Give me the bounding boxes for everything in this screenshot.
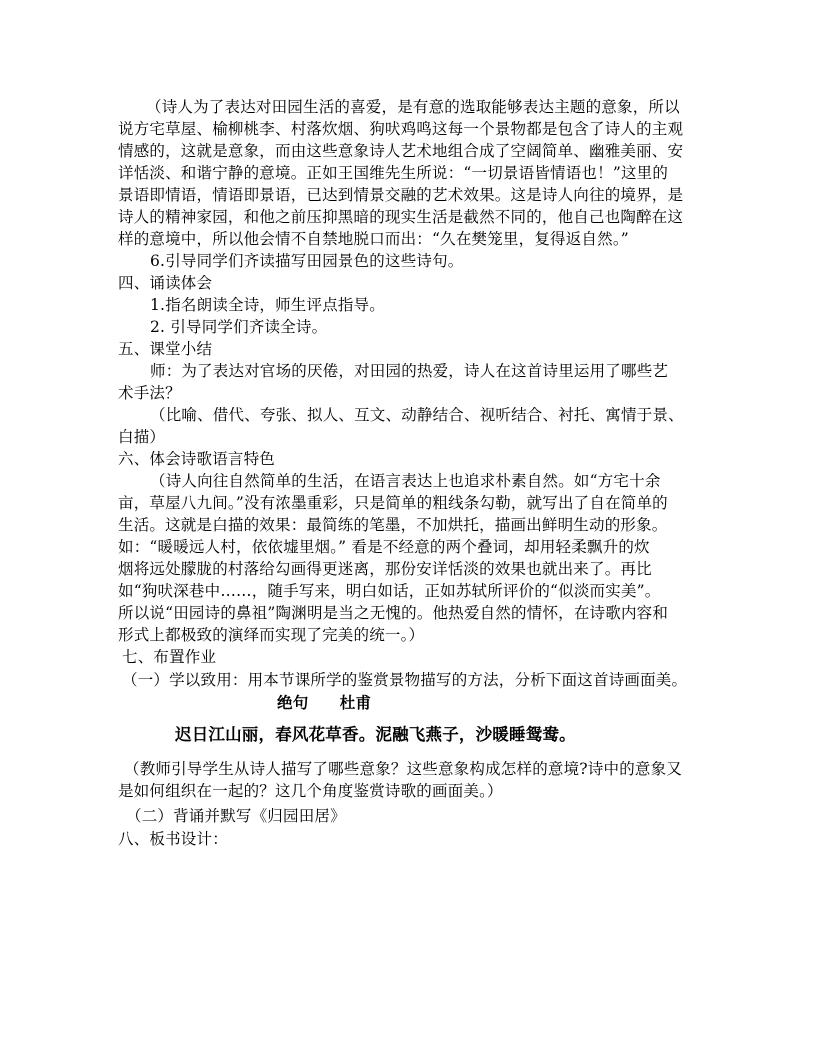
paragraph-line: 师：为了表达对官场的厌倦，对田园的热爱，诗人在这首诗里运用了哪些艺 — [150, 362, 669, 380]
paragraph-line: 详恬淡、和谐宁静的意境。正如王国维先生所说：“一切景语皆情语也！”这里的 — [118, 164, 669, 182]
assignment-line: （一）学以致用：用本节课所学的鉴赏景物描写的方法，分析下面这首诗画面美。 — [122, 671, 688, 689]
paragraph-line: 白描） — [118, 428, 166, 446]
paragraph-line: 情感的，这就是意象，而由这些意象诗人艺术地组合成了空阔简单、幽雅美丽、安 — [118, 142, 684, 160]
paragraph-line: 生活。这就是白描的效果：最简练的笔墨，不加烘托，描画出鲜明生动的形象。 — [118, 516, 668, 534]
poem-title: 绝句 杜甫 — [277, 693, 372, 712]
paragraph-line: 烟将远处朦胧的村落给勾画得更迷离，那份安详恬淡的效果也就出来了。再比 — [118, 560, 652, 578]
paragraph-line: （诗人为了表达对田园生活的喜爱，是有意的选取能够表达主题的意象，所以 — [146, 98, 680, 116]
paragraph-line: （比喻、借代、夸张、拟人、互文、动静结合、视听结合、衬托、寓情于景、 — [150, 406, 684, 424]
paragraph-line: （诗人向往自然简单的生活，在语言表达上也追求朴素自然。如“方宅十余 — [150, 472, 661, 490]
paragraph-line: 景语即情语，情语即景语，已达到情景交融的艺术效果。这是诗人向往的境界，是 — [118, 186, 684, 204]
section-heading: 八、板书设计： — [118, 830, 228, 848]
paragraph-line: 所以说“田园诗的鼻祖”陶渊明是当之无愧的。他热爱自然的情怀，在诗歌内容和 — [118, 604, 669, 622]
poem-text: 迟日江山丽，春风花草香。泥融飞燕子，沙暖睡鸳鸯。 — [175, 725, 576, 744]
section-heading: 四、诵读体会 — [118, 274, 213, 292]
assignment-line: （二）背诵并默写《归园田居》 — [126, 807, 346, 825]
step-line: 6.引导同学们齐读描写田园景色的这些诗句。 — [150, 252, 464, 270]
section-heading: 五、课堂小结 — [118, 340, 213, 358]
paragraph-line: 形式上都极致的演绎而实现了完美的统一。） — [118, 626, 425, 644]
paragraph-line: 说方宅草屋、榆柳桃李、村落炊烟、狗吠鸡鸣这每一个景物都是包含了诗人的主观 — [118, 120, 684, 138]
section-heading: 七、布置作业 — [122, 648, 217, 666]
paragraph-line: 样的意境中，所以他会情不自禁地脱口而出：“久在樊笼里，复得返自然。” — [118, 230, 629, 248]
paragraph-line: 亩，草屋八九间。”没有浓墨重彩，只是简单的粗线条勾勒，就写出了自在简单的 — [118, 494, 668, 512]
paragraph-line: 是如何组织在一起的？这几个角度鉴赏诗歌的画面美。） — [118, 782, 503, 800]
paragraph-line: 如：“暖暖远人村，依依墟里烟。” 看是不经意的两个叠词，却用轻柔飘升的炊 — [118, 538, 650, 556]
paragraph-line: 术手法？ — [118, 384, 181, 402]
step-line: 2. 引导同学们齐读全诗。 — [150, 318, 328, 336]
section-heading: 六、体会诗歌语言特色 — [118, 450, 276, 468]
step-line: 1.指名朗读全诗，师生评点指导。 — [150, 296, 385, 314]
paragraph-line: 诗人的精神家园，和他之前压抑黑暗的现实生活是截然不同的，他自己也陶醉在这 — [118, 208, 684, 226]
paragraph-line: （教师引导学生从诗人描写了哪些意象？这些意象构成怎样的意境?诗中的意象又 — [124, 760, 683, 778]
paragraph-line: 如“狗吠深巷中……，随手写来，明白如话，正如苏轼所评价的“似淡而实美”。 — [118, 582, 661, 600]
